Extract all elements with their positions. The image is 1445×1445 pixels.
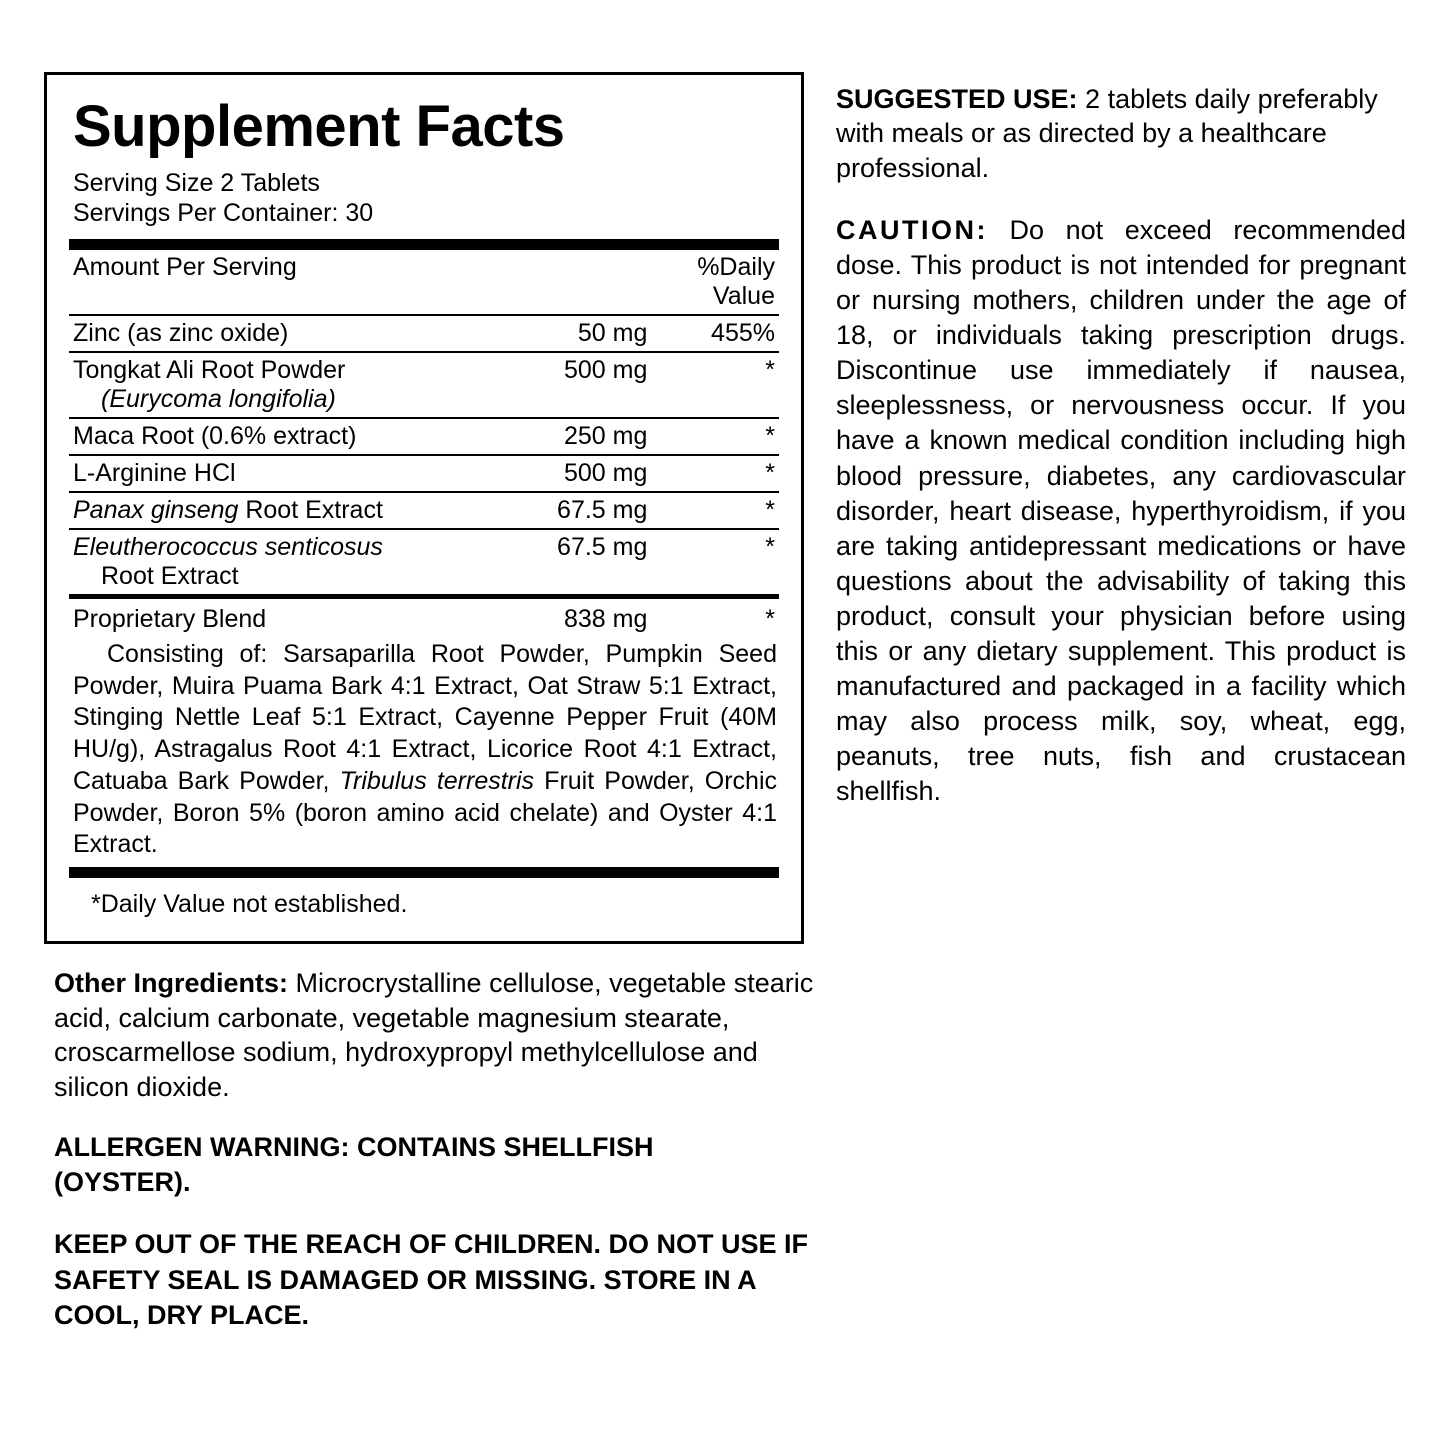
table-row (69, 599, 779, 637)
nutrient-amount: 67.5 mg (481, 492, 666, 529)
nutrient-amount: 500 mg (481, 352, 666, 418)
nutrient-name-text: Tongkat Ali Root Powder (73, 355, 346, 384)
suggested-use (836, 82, 1406, 185)
nutrient-name-italic: Panax ginseng (73, 495, 239, 524)
table-row (69, 418, 779, 455)
table-row (69, 529, 779, 594)
nutrient-name (69, 492, 481, 529)
proprietary-blend-table (69, 599, 779, 637)
table-row (69, 315, 779, 352)
divider-thick-top (69, 239, 779, 250)
blend-lead: Consisting of: (107, 639, 284, 668)
table-row (69, 455, 779, 492)
servings-per-container: Servings Per Container: 30 (73, 199, 374, 228)
blend-ingredient-list (69, 637, 779, 867)
nutrient-name-rest: Root Extract (238, 495, 383, 524)
table-row (69, 492, 779, 529)
left-column (44, 72, 814, 1333)
nutrient-name: Zinc (as zinc oxide) (69, 315, 481, 352)
other-ingredients (54, 966, 814, 1104)
nutrient-subname-text: (Eurycoma longifolia) (101, 384, 336, 413)
nutrient-name: L-Arginine HCl (69, 455, 481, 492)
page-title: Supplement Facts (73, 94, 565, 159)
daily-value-footnote: *Daily Value not established. (91, 890, 408, 919)
nutrient-name: Maca Root (0.6% extract) (69, 418, 481, 455)
suggested-use-text: 2 tablets daily preferably with meals or as directed by a healthcare professional. (836, 84, 1378, 183)
table-header-row (69, 250, 779, 315)
nutrient-dv: * (665, 455, 779, 492)
header-amount-spacer (481, 250, 666, 315)
nutrient-subname-text: Root Extract (101, 561, 239, 590)
divider-thick-bottom (69, 867, 779, 878)
nutrient-name (69, 529, 481, 594)
nutrient-amount: 500 mg (481, 455, 666, 492)
header-daily-value: %Daily Value (697, 252, 775, 310)
nutrient-dv: * (665, 418, 779, 455)
nutrient-amount: 67.5 mg (481, 529, 666, 594)
right-column (836, 82, 1406, 809)
caution-statement (836, 213, 1406, 810)
blend-body-tail: Fruit Powder, Orchic Powder, Boron 5% (boron amino acid chelate) and Oyster 4:1 Extract. (73, 766, 777, 859)
supplement-facts-panel (44, 72, 804, 944)
suggested-use-label: SUGGESTED USE: (836, 84, 1078, 114)
nutrient-dv: 455% (665, 315, 779, 352)
nutrient-dv: * (665, 529, 779, 594)
table-row (69, 352, 779, 418)
other-ingredients-label: Other Ingredients: (54, 968, 289, 999)
nutrient-name (69, 352, 481, 418)
blend-amount: 838 mg (564, 604, 648, 633)
other-ingredients-text: Microcrystalline cellulose, vegetable stearic acid, calcium carbonate, vegetable magnesium stearate, croscarmellose sodium, hydroxypropyl methylcellulose and silicon dioxide. (54, 968, 814, 1102)
nutrient-name-italic: Eleutherococcus senticosus (73, 532, 383, 561)
nutrition-table (69, 250, 779, 594)
caution-text: Do not exceed recommended dose. This product is not intended for pregnant or nursing mothers, children under the age of 18, or individuals taking prescription drugs. Discontinue use immediately if nausea, sleeplessness, or nervousness occur. If you have a known medical condition including high blood pressure, diabetes, any cardiovascular disorder, heart disease, hyperthyroidism, if you are taking antidepressant medications or have questions about the advisability of taking this product, consult your physician before using this or any dietary supplement. This product is manufactured and packaged in a facility which may also process milk, soy, wheat, egg, peanuts, tree nuts, fish and crustacean shellfish. (836, 214, 1406, 807)
header-amount-per-serving: Amount Per Serving (73, 252, 297, 281)
nutrient-amount: 50 mg (481, 315, 666, 352)
keep-out-of-reach-warning: KEEP OUT OF THE REACH OF CHILDREN. DO NOT USE IF SAFETY SEAL IS DAMAGED OR MISSING. STORE IN A COOL, DRY PLACE. (54, 1229, 809, 1330)
nutrient-amount: 250 mg (481, 418, 666, 455)
allergen-warning: ALLERGEN WARNING: CONTAINS SHELLFISH (OYSTER). (54, 1132, 654, 1197)
blend-name: Proprietary Blend (73, 604, 267, 633)
blend-dv: * (765, 604, 775, 633)
nutrient-dv: * (665, 492, 779, 529)
blend-body-italic: Tribulus terrestris (339, 766, 535, 795)
serving-size: Serving Size 2 Tablets (73, 168, 320, 197)
nutrient-dv: * (665, 352, 779, 418)
blend-body-text: Sarsaparilla Root Powder, Pumpkin Seed Powder, Muira Puama Bark 4:1 Extract, Oat Straw 5:1 Extract, Stinging Nettle Leaf 5:1 Extract, Cayenne Pepper Fruit (40M HU/g), Astragalus Root 4:1 Extract, Licorice Root 4:1 Extract, Catuaba Bark Powder, (73, 639, 777, 795)
caution-label: CAUTION: (836, 214, 988, 245)
